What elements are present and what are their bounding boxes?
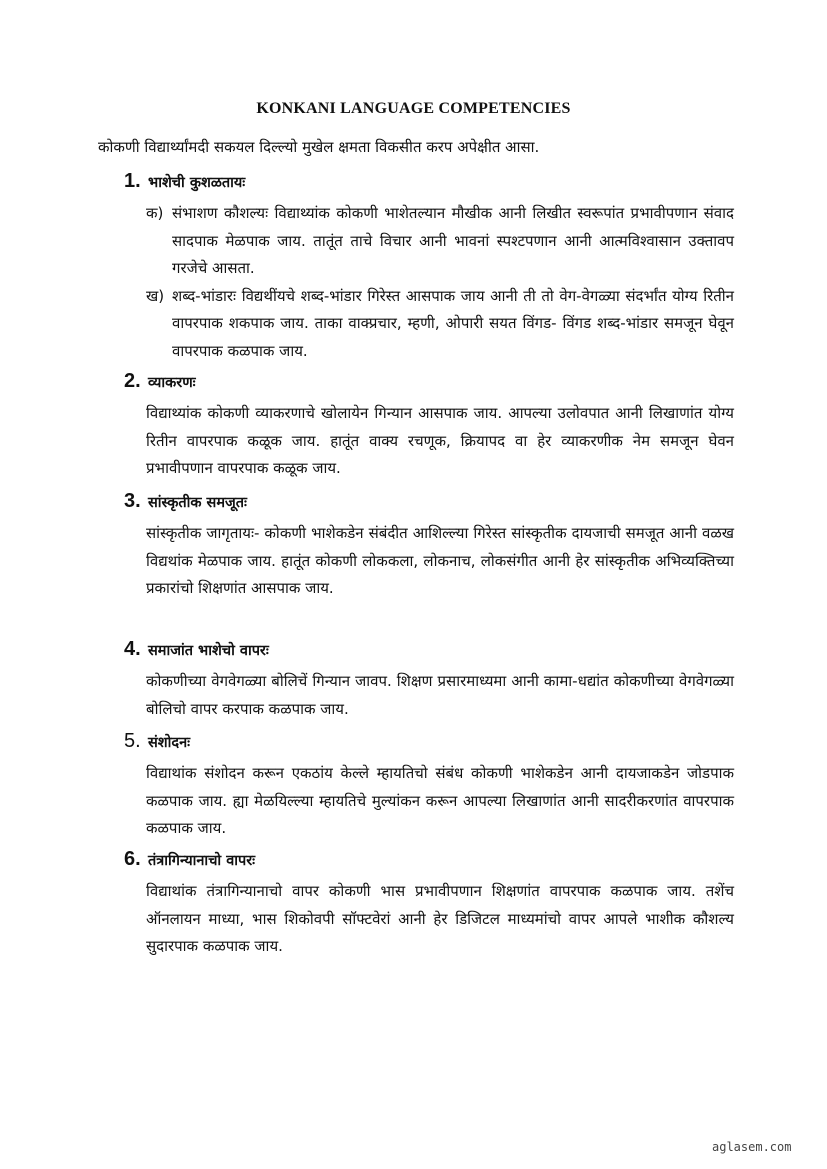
section-technology-use	[124, 848, 734, 961]
section-number: 3.	[124, 490, 141, 512]
section-body: सांस्कृतीक जागृतायः- कोकणी भाशेकडेन संबंदीत आशिल्ल्या गिरेस्त सांस्कृतीक दायजाची समजूत आनी वळख विद्यथांक मेळपाक जाय. हातूंत कोकणी लोककला, लोकनाच, लोकसंगीत आनी हेर सांस्कृतीक अभिव्यक्तिच्या प्रकारांचो शिक्षणांत आसपाक जाय.	[146, 524, 734, 597]
section-heading	[124, 170, 734, 200]
section-cultural-understanding	[124, 490, 734, 603]
section-body: कोकणीच्या वेगवेगळ्या बोलिचें गिन्यान जावप. शिक्षण प्रसारमाध्यमा आनी कामा-धद्यांत कोकणीच्या वेगवेगळ्या बोलिचो वापर करपाक कळपाक जाय.	[146, 672, 734, 718]
section-title: संशोदनः	[148, 735, 191, 751]
section-title: भाशेची कुशळतायः	[148, 175, 246, 191]
subitem-vocabulary	[146, 283, 734, 366]
section-number: 5.	[124, 730, 141, 752]
document-title: KONKANI LANGUAGE COMPETENCIES	[256, 100, 571, 117]
subitem-marker: ख)	[146, 286, 165, 305]
section-heading	[124, 638, 734, 668]
section-language-skills	[124, 170, 734, 365]
section-heading	[124, 848, 734, 878]
section-heading	[124, 730, 734, 760]
section-number: 1.	[124, 170, 141, 192]
section-body: विद्याथांक संशोदन करून एकठांय केल्ले म्हायतिचो संबंध कोकणी भाशेकडेन आनी दायजाकडेन जोडपाक कळपाक जाय. ह्या मेळयिल्ल्या म्हायतिचे मुल्यांकन करून आपल्या लिखाणांत आनी सादरीकरणांत वापरपाक कळपाक जाय.	[146, 764, 734, 837]
section-number: 4.	[124, 638, 141, 660]
section-title: व्याकरणः	[148, 375, 196, 391]
section-title: सांस्कृतीक समजूतः	[148, 495, 247, 511]
subitem-text: संभाशण कौशल्यः विद्याथ्यांक कोकणी भाशेतल्यान मौखीक आनी लिखीत स्वरूपांत प्रभावीपणान संवाद सादपाक मेळपाक जाय. तातूंत ताचे विचार आनी भावनां स्पश्टपणान आनी आत्मविश्वासान उक्तावप गरजेचे आसता.	[172, 204, 734, 277]
section-title: समाजांत भाशेचो वापरः	[148, 643, 269, 659]
section-heading	[124, 490, 734, 520]
intro-paragraph: कोकणी विद्यार्थ्यांमदी सकयल दिल्ल्यो मुखेल क्षमता विकसीत करप अपेक्षीत आसा.	[98, 138, 540, 156]
section-number: 2.	[124, 370, 141, 392]
section-research	[124, 730, 734, 843]
section-heading	[124, 370, 734, 400]
section-language-in-society	[124, 638, 734, 723]
subitem-speaking	[146, 200, 734, 283]
section-number: 6.	[124, 848, 141, 870]
section-body: विद्याथांक तंत्रागिन्यानाचो वापर कोकणी भास प्रभावीपणान शिक्षणांत वापरपाक कळपाक जाय. तशेंच ऑनलायन माध्या, भास शिकोवपी सॉफ्टवेरां आनी हेर डिजिटल माध्यमांचो वापर आपले भाशीक कौशल्य सुदारपाक कळपाक जाय.	[146, 882, 734, 955]
subitem-text: शब्द-भांडारः विद्यथींयचे शब्द-भांडार गिरेस्त आसपाक जाय आनी ती तो वेग-वेगळ्या संदर्भांत योग्य रितीन वापरपाक शकपाक जाय. ताका वाक्प्रचार, म्हणी, ओपारी सयत विंगड- विंगड शब्द-भांडार समजून घेवून वापरपाक कळपाक जाय.	[172, 286, 734, 360]
subitem-marker: क)	[146, 204, 164, 222]
section-body: विद्याथ्यांक कोकणी व्याकरणाचे खोलायेन गिन्यान आसपाक जाय. आपल्या उलोवपात आनी लिखाणांत योग्य रितीन वापरपाक कळूक जाय. हातूंत वाक्य रचणूक, क्रियापद वा हेर व्याकरणीक नेम समजून घेवन प्रभावीपणान वापरपाक कळूक जाय.	[146, 404, 734, 477]
section-grammar	[124, 370, 734, 483]
section-title: तंत्रागिन्यानाचो वापरः	[148, 853, 256, 869]
watermark-link[interactable]: aglasem.com	[712, 1140, 792, 1154]
